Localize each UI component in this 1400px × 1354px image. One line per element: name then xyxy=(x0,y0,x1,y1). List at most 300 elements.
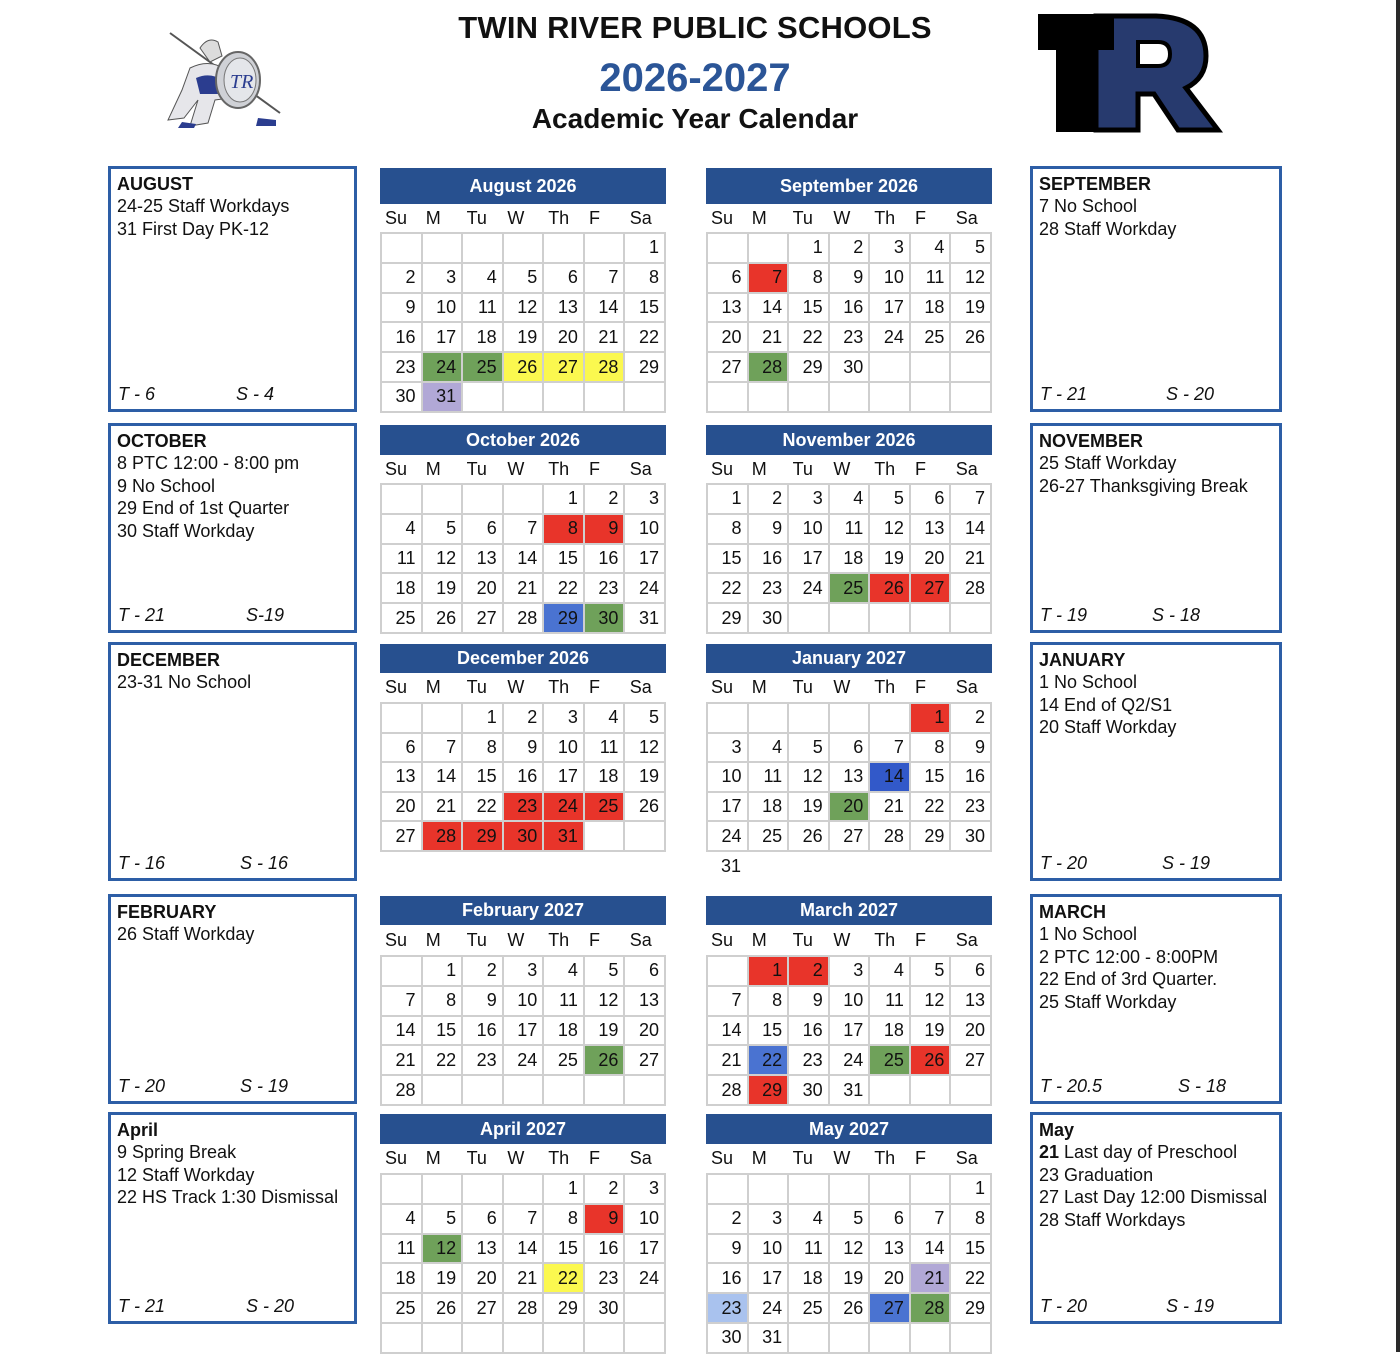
calendar-day[interactable]: 2 xyxy=(830,234,871,264)
calendar-day[interactable]: 18 xyxy=(544,1017,585,1047)
calendar-day[interactable]: 8 xyxy=(708,515,749,545)
calendar-day[interactable]: 19 xyxy=(789,793,830,823)
calendar-day[interactable]: 4 xyxy=(463,264,504,294)
calendar-day[interactable]: 24 xyxy=(504,1046,545,1076)
calendar-day[interactable]: 5 xyxy=(504,264,545,294)
calendar-day[interactable]: 9 xyxy=(951,734,992,764)
calendar-day[interactable]: 13 xyxy=(463,1235,504,1265)
calendar-day[interactable]: 1 xyxy=(951,1175,992,1205)
calendar-day[interactable]: 24 xyxy=(625,574,666,604)
calendar-day[interactable]: 23 xyxy=(463,1046,504,1076)
calendar-day[interactable]: 30 xyxy=(585,1294,626,1324)
calendar-day[interactable]: 22 xyxy=(951,1264,992,1294)
calendar-day[interactable]: 22 xyxy=(708,574,749,604)
calendar-day[interactable]: 8 xyxy=(625,264,666,294)
calendar-day[interactable]: 9 xyxy=(585,515,626,545)
calendar-day[interactable]: 3 xyxy=(789,485,830,515)
calendar-day[interactable]: 4 xyxy=(789,1205,830,1235)
calendar-day[interactable]: 2 xyxy=(585,485,626,515)
calendar-day[interactable]: 19 xyxy=(423,1264,464,1294)
calendar-day[interactable]: 17 xyxy=(749,1264,790,1294)
calendar-day[interactable]: 18 xyxy=(382,1264,423,1294)
calendar-day[interactable]: 11 xyxy=(830,515,871,545)
calendar-day[interactable]: 26 xyxy=(423,604,464,634)
calendar-day[interactable]: 13 xyxy=(911,515,952,545)
calendar-day[interactable]: 25 xyxy=(463,353,504,383)
calendar-day[interactable]: 27 xyxy=(951,1046,992,1076)
calendar-day[interactable]: 17 xyxy=(830,1017,871,1047)
calendar-day[interactable]: 2 xyxy=(951,704,992,734)
calendar-day[interactable]: 11 xyxy=(382,1235,423,1265)
calendar-day[interactable]: 23 xyxy=(830,323,871,353)
calendar-day[interactable]: 23 xyxy=(789,1046,830,1076)
calendar-day[interactable]: 9 xyxy=(789,987,830,1017)
calendar-day[interactable]: 5 xyxy=(585,957,626,987)
calendar-day[interactable]: 22 xyxy=(911,793,952,823)
calendar-day[interactable]: 24 xyxy=(870,323,911,353)
calendar-day[interactable]: 25 xyxy=(382,604,423,634)
calendar-day[interactable]: 17 xyxy=(870,294,911,324)
calendar-day[interactable]: 25 xyxy=(585,793,626,823)
calendar-day[interactable]: 29 xyxy=(463,822,504,852)
calendar-day[interactable]: 29 xyxy=(749,1076,790,1106)
calendar-day[interactable]: 16 xyxy=(749,545,790,575)
calendar-day[interactable]: 10 xyxy=(423,294,464,324)
calendar-day[interactable]: 20 xyxy=(911,545,952,575)
calendar-day[interactable]: 4 xyxy=(382,1205,423,1235)
calendar-day[interactable]: 9 xyxy=(382,294,423,324)
calendar-day[interactable]: 30 xyxy=(830,353,871,383)
calendar-day[interactable]: 14 xyxy=(708,1017,749,1047)
calendar-day[interactable]: 10 xyxy=(625,1205,666,1235)
calendar-day[interactable]: 31 xyxy=(749,1324,790,1354)
calendar-day[interactable]: 21 xyxy=(951,545,992,575)
calendar-day[interactable]: 8 xyxy=(544,1205,585,1235)
calendar-day[interactable]: 10 xyxy=(789,515,830,545)
calendar-day[interactable]: 8 xyxy=(951,1205,992,1235)
calendar-day[interactable]: 1 xyxy=(911,704,952,734)
calendar-day[interactable]: 17 xyxy=(544,763,585,793)
calendar-day[interactable]: 13 xyxy=(951,987,992,1017)
calendar-day[interactable]: 9 xyxy=(585,1205,626,1235)
calendar-day[interactable]: 22 xyxy=(423,1046,464,1076)
calendar-day[interactable]: 17 xyxy=(625,545,666,575)
calendar-day[interactable]: 12 xyxy=(423,1235,464,1265)
calendar-day[interactable]: 6 xyxy=(463,1205,504,1235)
calendar-day[interactable]: 16 xyxy=(585,1235,626,1265)
calendar-day[interactable]: 23 xyxy=(504,793,545,823)
calendar-day[interactable]: 5 xyxy=(911,957,952,987)
calendar-day[interactable]: 10 xyxy=(708,763,749,793)
calendar-day[interactable]: 13 xyxy=(544,294,585,324)
calendar-day[interactable]: 29 xyxy=(625,353,666,383)
calendar-day[interactable]: 19 xyxy=(830,1264,871,1294)
calendar-day[interactable]: 16 xyxy=(951,763,992,793)
calendar-day[interactable]: 14 xyxy=(749,294,790,324)
calendar-day[interactable]: 11 xyxy=(382,545,423,575)
calendar-day[interactable]: 16 xyxy=(463,1017,504,1047)
calendar-day[interactable]: 9 xyxy=(463,987,504,1017)
calendar-day[interactable]: 6 xyxy=(870,1205,911,1235)
calendar-day[interactable]: 13 xyxy=(382,763,423,793)
calendar-day[interactable]: 23 xyxy=(585,1264,626,1294)
calendar-day[interactable]: 26 xyxy=(870,574,911,604)
calendar-day[interactable]: 8 xyxy=(423,987,464,1017)
calendar-day[interactable]: 25 xyxy=(749,822,790,852)
calendar-day[interactable]: 10 xyxy=(544,734,585,764)
calendar-day[interactable]: 19 xyxy=(423,574,464,604)
calendar-day[interactable]: 1 xyxy=(749,957,790,987)
calendar-day[interactable]: 18 xyxy=(789,1264,830,1294)
calendar-day[interactable]: 25 xyxy=(789,1294,830,1324)
calendar-day[interactable]: 14 xyxy=(951,515,992,545)
calendar-day[interactable]: 18 xyxy=(911,294,952,324)
calendar-day[interactable]: 6 xyxy=(830,734,871,764)
calendar-day[interactable]: 22 xyxy=(544,1264,585,1294)
calendar-day[interactable]: 7 xyxy=(504,1205,545,1235)
calendar-day[interactable]: 14 xyxy=(911,1235,952,1265)
calendar-day[interactable]: 19 xyxy=(951,294,992,324)
calendar-day[interactable]: 25 xyxy=(830,574,871,604)
calendar-day[interactable]: 12 xyxy=(951,264,992,294)
calendar-day[interactable]: 28 xyxy=(708,1076,749,1106)
calendar-day[interactable]: 3 xyxy=(749,1205,790,1235)
calendar-day[interactable]: 1 xyxy=(463,704,504,734)
calendar-day[interactable]: 25 xyxy=(544,1046,585,1076)
calendar-day[interactable]: 30 xyxy=(504,822,545,852)
calendar-day[interactable]: 24 xyxy=(830,1046,871,1076)
calendar-day[interactable]: 27 xyxy=(911,574,952,604)
calendar-day[interactable]: 29 xyxy=(544,1294,585,1324)
calendar-day[interactable]: 28 xyxy=(504,1294,545,1324)
calendar-day[interactable]: 1 xyxy=(789,234,830,264)
calendar-day[interactable]: 27 xyxy=(625,1046,666,1076)
calendar-day[interactable]: 8 xyxy=(789,264,830,294)
calendar-day[interactable]: 15 xyxy=(749,1017,790,1047)
calendar-day[interactable]: 17 xyxy=(625,1235,666,1265)
calendar-day[interactable]: 4 xyxy=(382,515,423,545)
calendar-day[interactable]: 13 xyxy=(625,987,666,1017)
calendar-day[interactable]: 13 xyxy=(870,1235,911,1265)
calendar-day[interactable]: 13 xyxy=(830,763,871,793)
calendar-day[interactable]: 12 xyxy=(625,734,666,764)
calendar-day[interactable]: 30 xyxy=(382,383,423,413)
calendar-day[interactable]: 19 xyxy=(625,763,666,793)
calendar-day[interactable]: 11 xyxy=(870,987,911,1017)
calendar-day[interactable]: 10 xyxy=(625,515,666,545)
calendar-day[interactable]: 27 xyxy=(830,822,871,852)
calendar-day[interactable]: 12 xyxy=(911,987,952,1017)
calendar-day[interactable]: 29 xyxy=(951,1294,992,1324)
calendar-day[interactable]: 6 xyxy=(911,485,952,515)
calendar-day[interactable]: 10 xyxy=(504,987,545,1017)
calendar-day[interactable]: 24 xyxy=(625,1264,666,1294)
calendar-day[interactable]: 20 xyxy=(625,1017,666,1047)
calendar-day[interactable]: 28 xyxy=(382,1076,423,1106)
calendar-day[interactable]: 19 xyxy=(585,1017,626,1047)
calendar-day[interactable]: 12 xyxy=(423,545,464,575)
calendar-day[interactable]: 27 xyxy=(544,353,585,383)
calendar-day[interactable]: 21 xyxy=(504,574,545,604)
calendar-day[interactable]: 21 xyxy=(423,793,464,823)
calendar-day[interactable]: 27 xyxy=(708,353,749,383)
calendar-day[interactable]: 28 xyxy=(423,822,464,852)
calendar-day[interactable]: 9 xyxy=(749,515,790,545)
calendar-day[interactable]: 26 xyxy=(585,1046,626,1076)
calendar-day[interactable]: 30 xyxy=(789,1076,830,1106)
calendar-day[interactable]: 12 xyxy=(789,763,830,793)
calendar-day[interactable]: 16 xyxy=(585,545,626,575)
calendar-day[interactable]: 30 xyxy=(708,1324,749,1354)
calendar-day[interactable]: 2 xyxy=(789,957,830,987)
calendar-day[interactable]: 8 xyxy=(463,734,504,764)
calendar-day[interactable]: 1 xyxy=(708,485,749,515)
calendar-day[interactable]: 22 xyxy=(544,574,585,604)
calendar-day[interactable]: 12 xyxy=(830,1235,871,1265)
calendar-day[interactable]: 11 xyxy=(585,734,626,764)
calendar-day[interactable]: 22 xyxy=(789,323,830,353)
calendar-day[interactable]: 24 xyxy=(749,1294,790,1324)
calendar-day[interactable]: 7 xyxy=(951,485,992,515)
calendar-day[interactable]: 3 xyxy=(830,957,871,987)
calendar-day[interactable]: 28 xyxy=(870,822,911,852)
calendar-day[interactable]: 5 xyxy=(789,734,830,764)
calendar-day[interactable]: 20 xyxy=(870,1264,911,1294)
calendar-day[interactable]: 19 xyxy=(870,545,911,575)
calendar-day[interactable]: 22 xyxy=(463,793,504,823)
calendar-day[interactable]: 25 xyxy=(382,1294,423,1324)
calendar-day[interactable]: 30 xyxy=(749,604,790,634)
calendar-day[interactable]: 2 xyxy=(504,704,545,734)
calendar-day[interactable]: 12 xyxy=(504,294,545,324)
calendar-day[interactable]: 16 xyxy=(789,1017,830,1047)
calendar-day[interactable]: 15 xyxy=(911,763,952,793)
calendar-day[interactable]: 14 xyxy=(870,763,911,793)
calendar-day[interactable]: 4 xyxy=(749,734,790,764)
calendar-day[interactable]: 7 xyxy=(870,734,911,764)
calendar-day[interactable]: 11 xyxy=(544,987,585,1017)
calendar-day[interactable]: 7 xyxy=(749,264,790,294)
calendar-day[interactable]: 11 xyxy=(463,294,504,324)
calendar-day[interactable]: 17 xyxy=(708,793,749,823)
calendar-day[interactable]: 24 xyxy=(789,574,830,604)
calendar-day[interactable]: 7 xyxy=(708,987,749,1017)
calendar-day[interactable]: 22 xyxy=(749,1046,790,1076)
calendar-day[interactable]: 21 xyxy=(585,323,626,353)
calendar-day[interactable]: 17 xyxy=(789,545,830,575)
calendar-day[interactable]: 2 xyxy=(585,1175,626,1205)
calendar-day[interactable]: 30 xyxy=(951,822,992,852)
calendar-day[interactable]: 23 xyxy=(708,1294,749,1324)
calendar-day[interactable]: 14 xyxy=(423,763,464,793)
calendar-day[interactable]: 7 xyxy=(504,515,545,545)
calendar-day[interactable]: 10 xyxy=(830,987,871,1017)
calendar-day[interactable]: 29 xyxy=(911,822,952,852)
calendar-day[interactable]: 21 xyxy=(870,793,911,823)
calendar-day[interactable]: 27 xyxy=(463,1294,504,1324)
calendar-day[interactable]: 9 xyxy=(708,1235,749,1265)
calendar-day[interactable]: 5 xyxy=(423,515,464,545)
calendar-day[interactable]: 31 xyxy=(625,604,666,634)
calendar-day[interactable]: 24 xyxy=(544,793,585,823)
calendar-day[interactable]: 31 xyxy=(423,383,464,413)
calendar-day[interactable]: 27 xyxy=(870,1294,911,1324)
calendar-day[interactable]: 15 xyxy=(625,294,666,324)
calendar-day[interactable]: 26 xyxy=(625,793,666,823)
calendar-day[interactable]: 2 xyxy=(463,957,504,987)
calendar-day[interactable]: 7 xyxy=(911,1205,952,1235)
calendar-day[interactable]: 10 xyxy=(749,1235,790,1265)
calendar-day[interactable]: 6 xyxy=(382,734,423,764)
calendar-day[interactable]: 20 xyxy=(830,793,871,823)
calendar-day[interactable]: 18 xyxy=(830,545,871,575)
calendar-day[interactable]: 2 xyxy=(382,264,423,294)
calendar-day[interactable]: 18 xyxy=(382,574,423,604)
calendar-day[interactable]: 25 xyxy=(911,323,952,353)
calendar-day[interactable]: 18 xyxy=(585,763,626,793)
calendar-day-overflow[interactable]: 31 xyxy=(721,855,742,876)
calendar-day[interactable]: 4 xyxy=(911,234,952,264)
calendar-day[interactable]: 23 xyxy=(585,574,626,604)
calendar-day[interactable]: 23 xyxy=(951,793,992,823)
calendar-day[interactable]: 1 xyxy=(544,1175,585,1205)
calendar-day[interactable]: 26 xyxy=(789,822,830,852)
calendar-day[interactable]: 17 xyxy=(423,323,464,353)
calendar-day[interactable]: 16 xyxy=(830,294,871,324)
calendar-day[interactable]: 14 xyxy=(585,294,626,324)
calendar-day[interactable]: 6 xyxy=(544,264,585,294)
calendar-day[interactable]: 26 xyxy=(951,323,992,353)
calendar-day[interactable]: 20 xyxy=(708,323,749,353)
calendar-day[interactable]: 4 xyxy=(870,957,911,987)
calendar-day[interactable]: 27 xyxy=(463,604,504,634)
calendar-day[interactable]: 8 xyxy=(544,515,585,545)
calendar-day[interactable]: 24 xyxy=(708,822,749,852)
calendar-day[interactable]: 18 xyxy=(463,323,504,353)
calendar-day[interactable]: 11 xyxy=(789,1235,830,1265)
calendar-day[interactable]: 16 xyxy=(382,323,423,353)
calendar-day[interactable]: 28 xyxy=(749,353,790,383)
calendar-day[interactable]: 15 xyxy=(951,1235,992,1265)
calendar-day[interactable]: 3 xyxy=(504,957,545,987)
calendar-day[interactable]: 3 xyxy=(544,704,585,734)
calendar-day[interactable]: 14 xyxy=(504,1235,545,1265)
calendar-day[interactable]: 14 xyxy=(504,545,545,575)
calendar-day[interactable]: 6 xyxy=(708,264,749,294)
calendar-day[interactable]: 28 xyxy=(911,1294,952,1324)
calendar-day[interactable]: 27 xyxy=(382,822,423,852)
calendar-day[interactable]: 18 xyxy=(749,793,790,823)
calendar-day[interactable]: 21 xyxy=(749,323,790,353)
calendar-day[interactable]: 15 xyxy=(544,545,585,575)
calendar-day[interactable]: 21 xyxy=(708,1046,749,1076)
calendar-day[interactable]: 28 xyxy=(585,353,626,383)
calendar-day[interactable]: 16 xyxy=(504,763,545,793)
calendar-day[interactable]: 10 xyxy=(870,264,911,294)
calendar-day[interactable]: 19 xyxy=(911,1017,952,1047)
calendar-day[interactable]: 2 xyxy=(749,485,790,515)
calendar-day[interactable]: 6 xyxy=(625,957,666,987)
calendar-day[interactable]: 23 xyxy=(382,353,423,383)
calendar-day[interactable]: 29 xyxy=(789,353,830,383)
calendar-day[interactable]: 21 xyxy=(382,1046,423,1076)
calendar-day[interactable]: 17 xyxy=(504,1017,545,1047)
calendar-day[interactable]: 8 xyxy=(749,987,790,1017)
calendar-day[interactable]: 5 xyxy=(625,704,666,734)
calendar-day[interactable]: 26 xyxy=(504,353,545,383)
calendar-day[interactable]: 20 xyxy=(382,793,423,823)
calendar-day[interactable]: 21 xyxy=(504,1264,545,1294)
calendar-day[interactable]: 15 xyxy=(708,545,749,575)
calendar-day[interactable]: 3 xyxy=(870,234,911,264)
calendar-day[interactable]: 2 xyxy=(708,1205,749,1235)
calendar-day[interactable]: 12 xyxy=(870,515,911,545)
calendar-day[interactable]: 4 xyxy=(830,485,871,515)
calendar-day[interactable]: 29 xyxy=(544,604,585,634)
calendar-day[interactable]: 3 xyxy=(625,1175,666,1205)
calendar-day[interactable]: 29 xyxy=(708,604,749,634)
calendar-day[interactable]: 24 xyxy=(423,353,464,383)
calendar-day[interactable]: 15 xyxy=(544,1235,585,1265)
calendar-day[interactable]: 9 xyxy=(504,734,545,764)
calendar-day[interactable]: 13 xyxy=(708,294,749,324)
calendar-day[interactable]: 26 xyxy=(423,1294,464,1324)
calendar-day[interactable]: 18 xyxy=(870,1017,911,1047)
calendar-day[interactable]: 3 xyxy=(708,734,749,764)
calendar-day[interactable]: 12 xyxy=(585,987,626,1017)
calendar-day[interactable]: 1 xyxy=(544,485,585,515)
calendar-day[interactable]: 6 xyxy=(463,515,504,545)
calendar-day[interactable]: 7 xyxy=(423,734,464,764)
calendar-day[interactable]: 3 xyxy=(423,264,464,294)
calendar-day[interactable]: 7 xyxy=(585,264,626,294)
calendar-day[interactable]: 20 xyxy=(463,574,504,604)
calendar-day[interactable]: 5 xyxy=(423,1205,464,1235)
calendar-day[interactable]: 20 xyxy=(544,323,585,353)
calendar-day[interactable]: 23 xyxy=(749,574,790,604)
calendar-day[interactable]: 15 xyxy=(789,294,830,324)
calendar-day[interactable]: 30 xyxy=(585,604,626,634)
calendar-day[interactable]: 25 xyxy=(870,1046,911,1076)
calendar-day[interactable]: 13 xyxy=(463,545,504,575)
calendar-day[interactable]: 20 xyxy=(951,1017,992,1047)
calendar-day[interactable]: 6 xyxy=(951,957,992,987)
calendar-day[interactable]: 19 xyxy=(504,323,545,353)
calendar-day[interactable]: 5 xyxy=(830,1205,871,1235)
calendar-day[interactable]: 11 xyxy=(911,264,952,294)
calendar-day[interactable]: 11 xyxy=(749,763,790,793)
calendar-day[interactable]: 16 xyxy=(708,1264,749,1294)
calendar-day[interactable]: 4 xyxy=(585,704,626,734)
calendar-day[interactable]: 7 xyxy=(382,987,423,1017)
calendar-day[interactable]: 3 xyxy=(625,485,666,515)
calendar-day[interactable]: 5 xyxy=(951,234,992,264)
calendar-day[interactable]: 31 xyxy=(544,822,585,852)
calendar-day[interactable]: 20 xyxy=(463,1264,504,1294)
calendar-day[interactable]: 1 xyxy=(625,234,666,264)
calendar-day[interactable]: 26 xyxy=(911,1046,952,1076)
calendar-day[interactable]: 5 xyxy=(870,485,911,515)
calendar-day[interactable]: 28 xyxy=(504,604,545,634)
calendar-day[interactable]: 15 xyxy=(463,763,504,793)
calendar-day[interactable]: 26 xyxy=(830,1294,871,1324)
calendar-day[interactable]: 28 xyxy=(951,574,992,604)
calendar-day[interactable]: 22 xyxy=(625,323,666,353)
calendar-day[interactable]: 8 xyxy=(911,734,952,764)
calendar-day[interactable]: 15 xyxy=(423,1017,464,1047)
calendar-day[interactable]: 9 xyxy=(830,264,871,294)
calendar-day[interactable]: 31 xyxy=(830,1076,871,1106)
